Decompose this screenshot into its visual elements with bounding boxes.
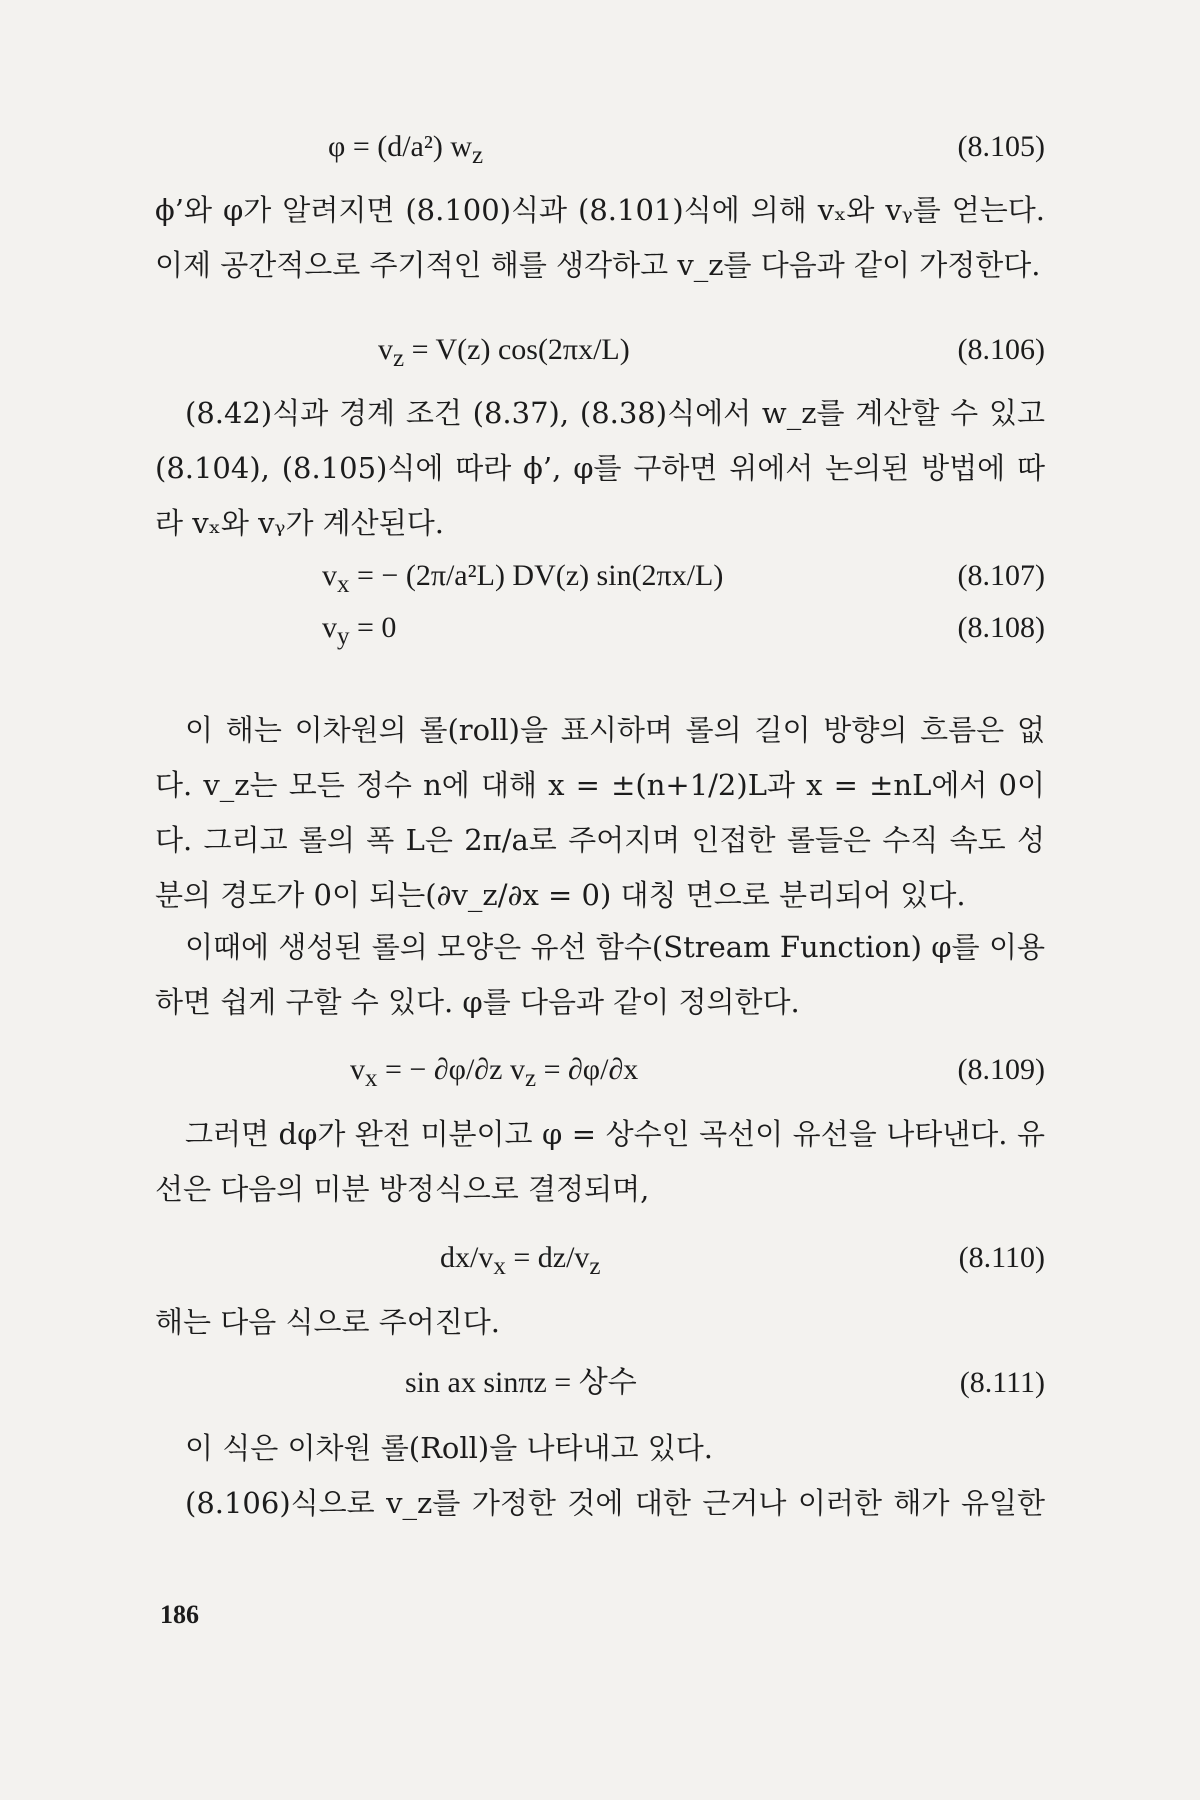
paragraph-2: (8.42)식과 경계 조건 (8.37), (8.38)식에서 w_z를 계산할 수 있고 (8.104), (8.105)식에 따라 ϕ’, φ를 구하면 위에서 논의된 방법에 따라 vₓ와 vᵧ가 계산된다. <box>155 396 1045 540</box>
equation-expression: $v_y = 0$ <box>322 611 397 650</box>
equation-8-107 <box>0 551 1200 601</box>
equation-expression: φ = (d/a²) $w_z$ <box>328 130 484 169</box>
equation-8-110 <box>0 1233 1200 1283</box>
paragraph-3: 이 해는 이차원의 롤(roll)을 표시하며 롤의 길이 방향의 흐름은 없다. v_z는 모든 정수 n에 대해 x = ±(n+1/2)L과 x = ±nL에서 0이다. 그리고 롤의 폭 L은 2π/a로 주어지며 인접한 롤들은 수직 속도 성분의 경도가 0이 되는(∂v_z/∂x = 0) 대칭 면으로 분리되어 있다. <box>155 713 1045 912</box>
paragraph-5: 그러면 dφ가 완전 미분이고 φ = 상수인 곡선이 유선을 나타낸다. 유선은 다음의 미분 방정식으로 결정되며, <box>155 1117 1045 1206</box>
equation-expression: $v_z = V(z)$ cos(2πx/L) <box>378 333 630 372</box>
equation-8-108 <box>0 603 1200 653</box>
equation-number: (8.106) <box>957 333 1045 366</box>
equation-expression: $dx/v_x = dz/v_z$ <box>440 1241 601 1280</box>
equation-8-111 <box>0 1358 1200 1408</box>
equation-expression: sin ax sinπz = 상수 <box>405 1366 637 1399</box>
equation-number: (8.107) <box>957 559 1045 592</box>
page-number: 186 <box>160 1600 199 1629</box>
equation-expression: $v_x$ = − ∂φ/∂z $v_z = \partial\varphi/\partial x$ <box>350 1053 639 1092</box>
paragraph-1: ϕ’와 φ가 알려지면 (8.100)식과 (8.101)식에 의해 vₓ와 vᵧ를 얻는다. 이제 공간적으로 주기적인 해를 생각하고 v_z를 다음과 같이 가정한다. <box>155 193 1045 282</box>
equation-8-109 <box>0 1045 1200 1095</box>
equation-expression: $v_x$ = − (2π/a²L) DV(z) sin(2πx/L) <box>322 559 724 598</box>
paragraph-4: 이때에 생성된 롤의 모양은 유선 함수(Stream Function) φ를 이용하면 쉽게 구할 수 있다. φ를 다음과 같이 정의한다. <box>155 930 1045 1019</box>
equation-number: (8.111) <box>959 1366 1045 1399</box>
equation-number: (8.108) <box>957 611 1045 644</box>
equation-number: (8.109) <box>957 1053 1045 1086</box>
equation-number: (8.110) <box>958 1241 1045 1274</box>
paragraph-8: (8.106)식으로 v_z를 가정한 것에 대한 근거나 이러한 해가 유일한 <box>185 1486 1045 1520</box>
equation-number: (8.105) <box>957 130 1045 163</box>
paragraph-6: 해는 다음 식으로 주어진다. <box>155 1305 501 1339</box>
paragraph-7: 이 식은 이차원 롤(Roll)을 나타내고 있다. <box>185 1431 713 1465</box>
equation-8-106 <box>0 325 1200 375</box>
equation-8-105 <box>0 122 1200 172</box>
